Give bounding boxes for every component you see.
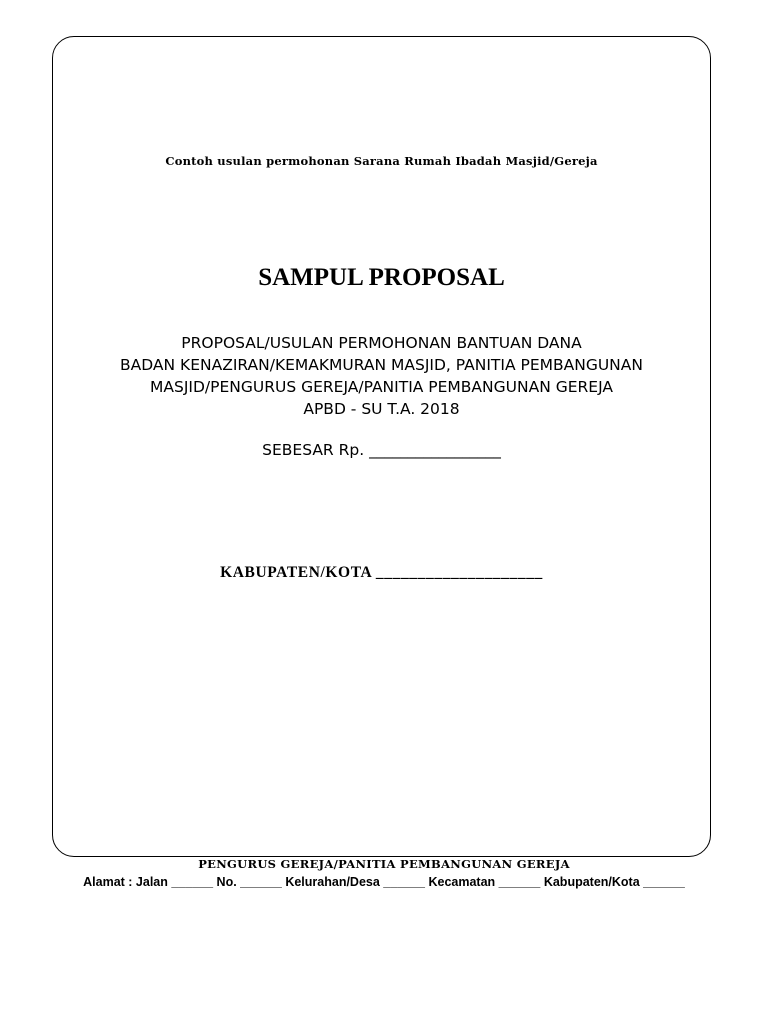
- amount-line: SEBESAR Rp. _________________: [262, 441, 501, 459]
- page-title: SAMPUL PROPOSAL: [258, 264, 505, 291]
- example-note: Contoh usulan permohonan Sarana Rumah Ibadah Masjid/Gereja: [165, 154, 598, 168]
- subtitle-line: BADAN KENAZIRAN/KEMAKMURAN MASJID, PANITIA PEMBANGUNAN: [120, 356, 643, 374]
- region-line: KABUPATEN/KOTA ____________________: [220, 564, 543, 581]
- subtitle-line: PROPOSAL/USULAN PERMOHONAN BANTUAN DANA: [181, 334, 582, 352]
- subtitle-line: MASJID/PENGURUS GEREJA/PANITIA PEMBANGUNAN GEREJA: [150, 378, 613, 396]
- footer-address: Alamat : Jalan ______ No. ______ Kelurahan/Desa ______ Kecamatan ______ Kabupaten/Kota ______: [83, 875, 685, 889]
- proposal-subtitle: [52, 332, 711, 420]
- footer-organization: PENGURUS GEREJA/PANITIA PEMBANGUNAN GEREJA: [198, 857, 570, 871]
- subtitle-line: APBD - SU T.A. 2018: [303, 400, 460, 418]
